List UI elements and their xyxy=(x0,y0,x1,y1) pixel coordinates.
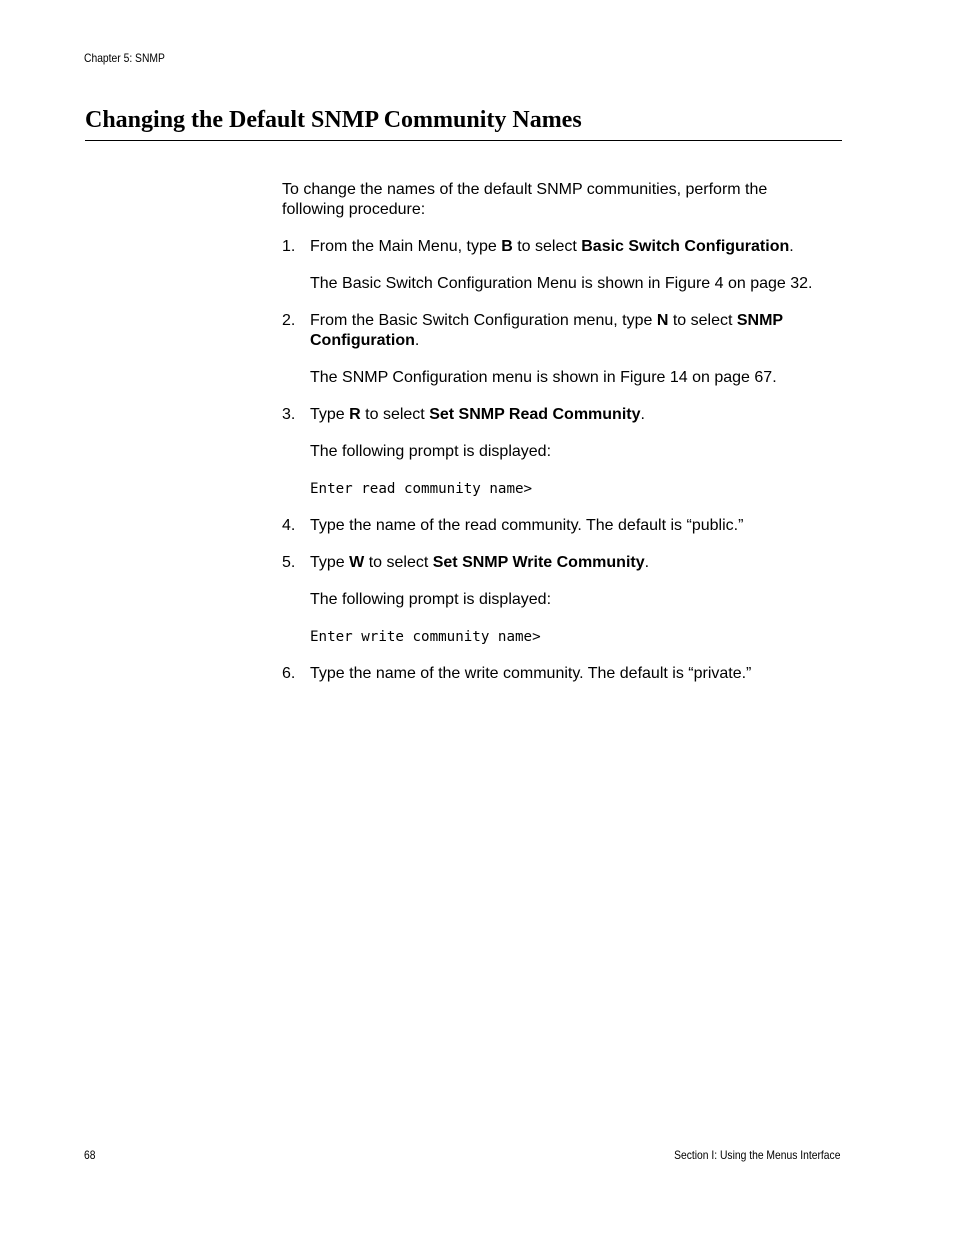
step-number: 5. xyxy=(282,554,296,571)
step-key: W xyxy=(349,554,365,571)
step-text xyxy=(310,311,852,351)
step-text-part: Type xyxy=(310,406,350,423)
note-prompt-read: The following prompt is displayed: xyxy=(310,443,552,460)
step-text-part: to select xyxy=(364,554,433,571)
step-menu-option: SNMP xyxy=(736,312,784,329)
step-text-part: to select xyxy=(360,406,430,423)
step-text xyxy=(310,405,852,425)
section-title: Changing the Default SNMP Community Names xyxy=(85,107,582,133)
step-text-part: . xyxy=(414,332,420,349)
step-text-part: . xyxy=(789,238,794,255)
step-menu-option: Set SNMP Read Community xyxy=(429,406,641,423)
code-prompt-write: Enter write community name> xyxy=(310,629,541,645)
step-line xyxy=(310,311,852,331)
step-3 xyxy=(282,405,852,425)
step-key: N xyxy=(656,312,669,329)
step-menu-option: Set SNMP Write Community xyxy=(432,554,645,571)
step-4 xyxy=(282,516,852,536)
note-prompt-write: The following prompt is displayed: xyxy=(310,591,552,608)
step-text-part: to select xyxy=(512,238,582,255)
step-text: Type the name of the write community. The default is “private.” xyxy=(310,665,752,682)
step-number: 4. xyxy=(282,517,296,534)
note-basic-menu: The Basic Switch Configuration Menu is shown in Figure 4 on page 32. xyxy=(310,275,813,292)
title-rule xyxy=(85,140,842,141)
step-text-part: From the Basic Switch Configuration menu, type xyxy=(310,312,657,329)
step-text-part: . xyxy=(644,554,650,571)
step-1 xyxy=(282,237,852,257)
step-text: Type the name of the read community. The default is “public.” xyxy=(310,517,744,534)
step-number: 3. xyxy=(282,406,296,423)
step-key: R xyxy=(349,406,361,423)
step-6 xyxy=(282,664,852,684)
step-line xyxy=(310,331,852,351)
running-header: Chapter 5: SNMP xyxy=(84,51,165,65)
code-prompt-read: Enter read community name> xyxy=(310,481,533,497)
intro-paragraph: To change the names of the default SNMP communities, perform the following procedure: xyxy=(282,181,768,218)
procedure-body xyxy=(282,180,852,701)
step-text-part: From the Main Menu, type xyxy=(310,238,502,255)
step-key: B xyxy=(501,238,513,255)
step-text-part: . xyxy=(640,406,645,423)
step-text xyxy=(310,237,852,257)
step-text-part: to select xyxy=(668,312,737,329)
step-text xyxy=(310,553,852,573)
step-menu-option: Basic Switch Configuration xyxy=(581,238,790,255)
page-number: 68 xyxy=(84,1148,96,1162)
step-number: 6. xyxy=(282,665,296,682)
step-text-part: Type xyxy=(310,554,350,571)
step-2 xyxy=(282,311,852,351)
footer-section-title: Section I: Using the Menus Interface xyxy=(673,1148,840,1162)
step-5 xyxy=(282,553,852,573)
step-menu-option: Configuration xyxy=(310,332,415,349)
note-snmp-menu: The SNMP Configuration menu is shown in Figure 14 on page 67. xyxy=(310,369,777,386)
step-number: 1. xyxy=(282,238,296,255)
step-number: 2. xyxy=(282,312,296,329)
